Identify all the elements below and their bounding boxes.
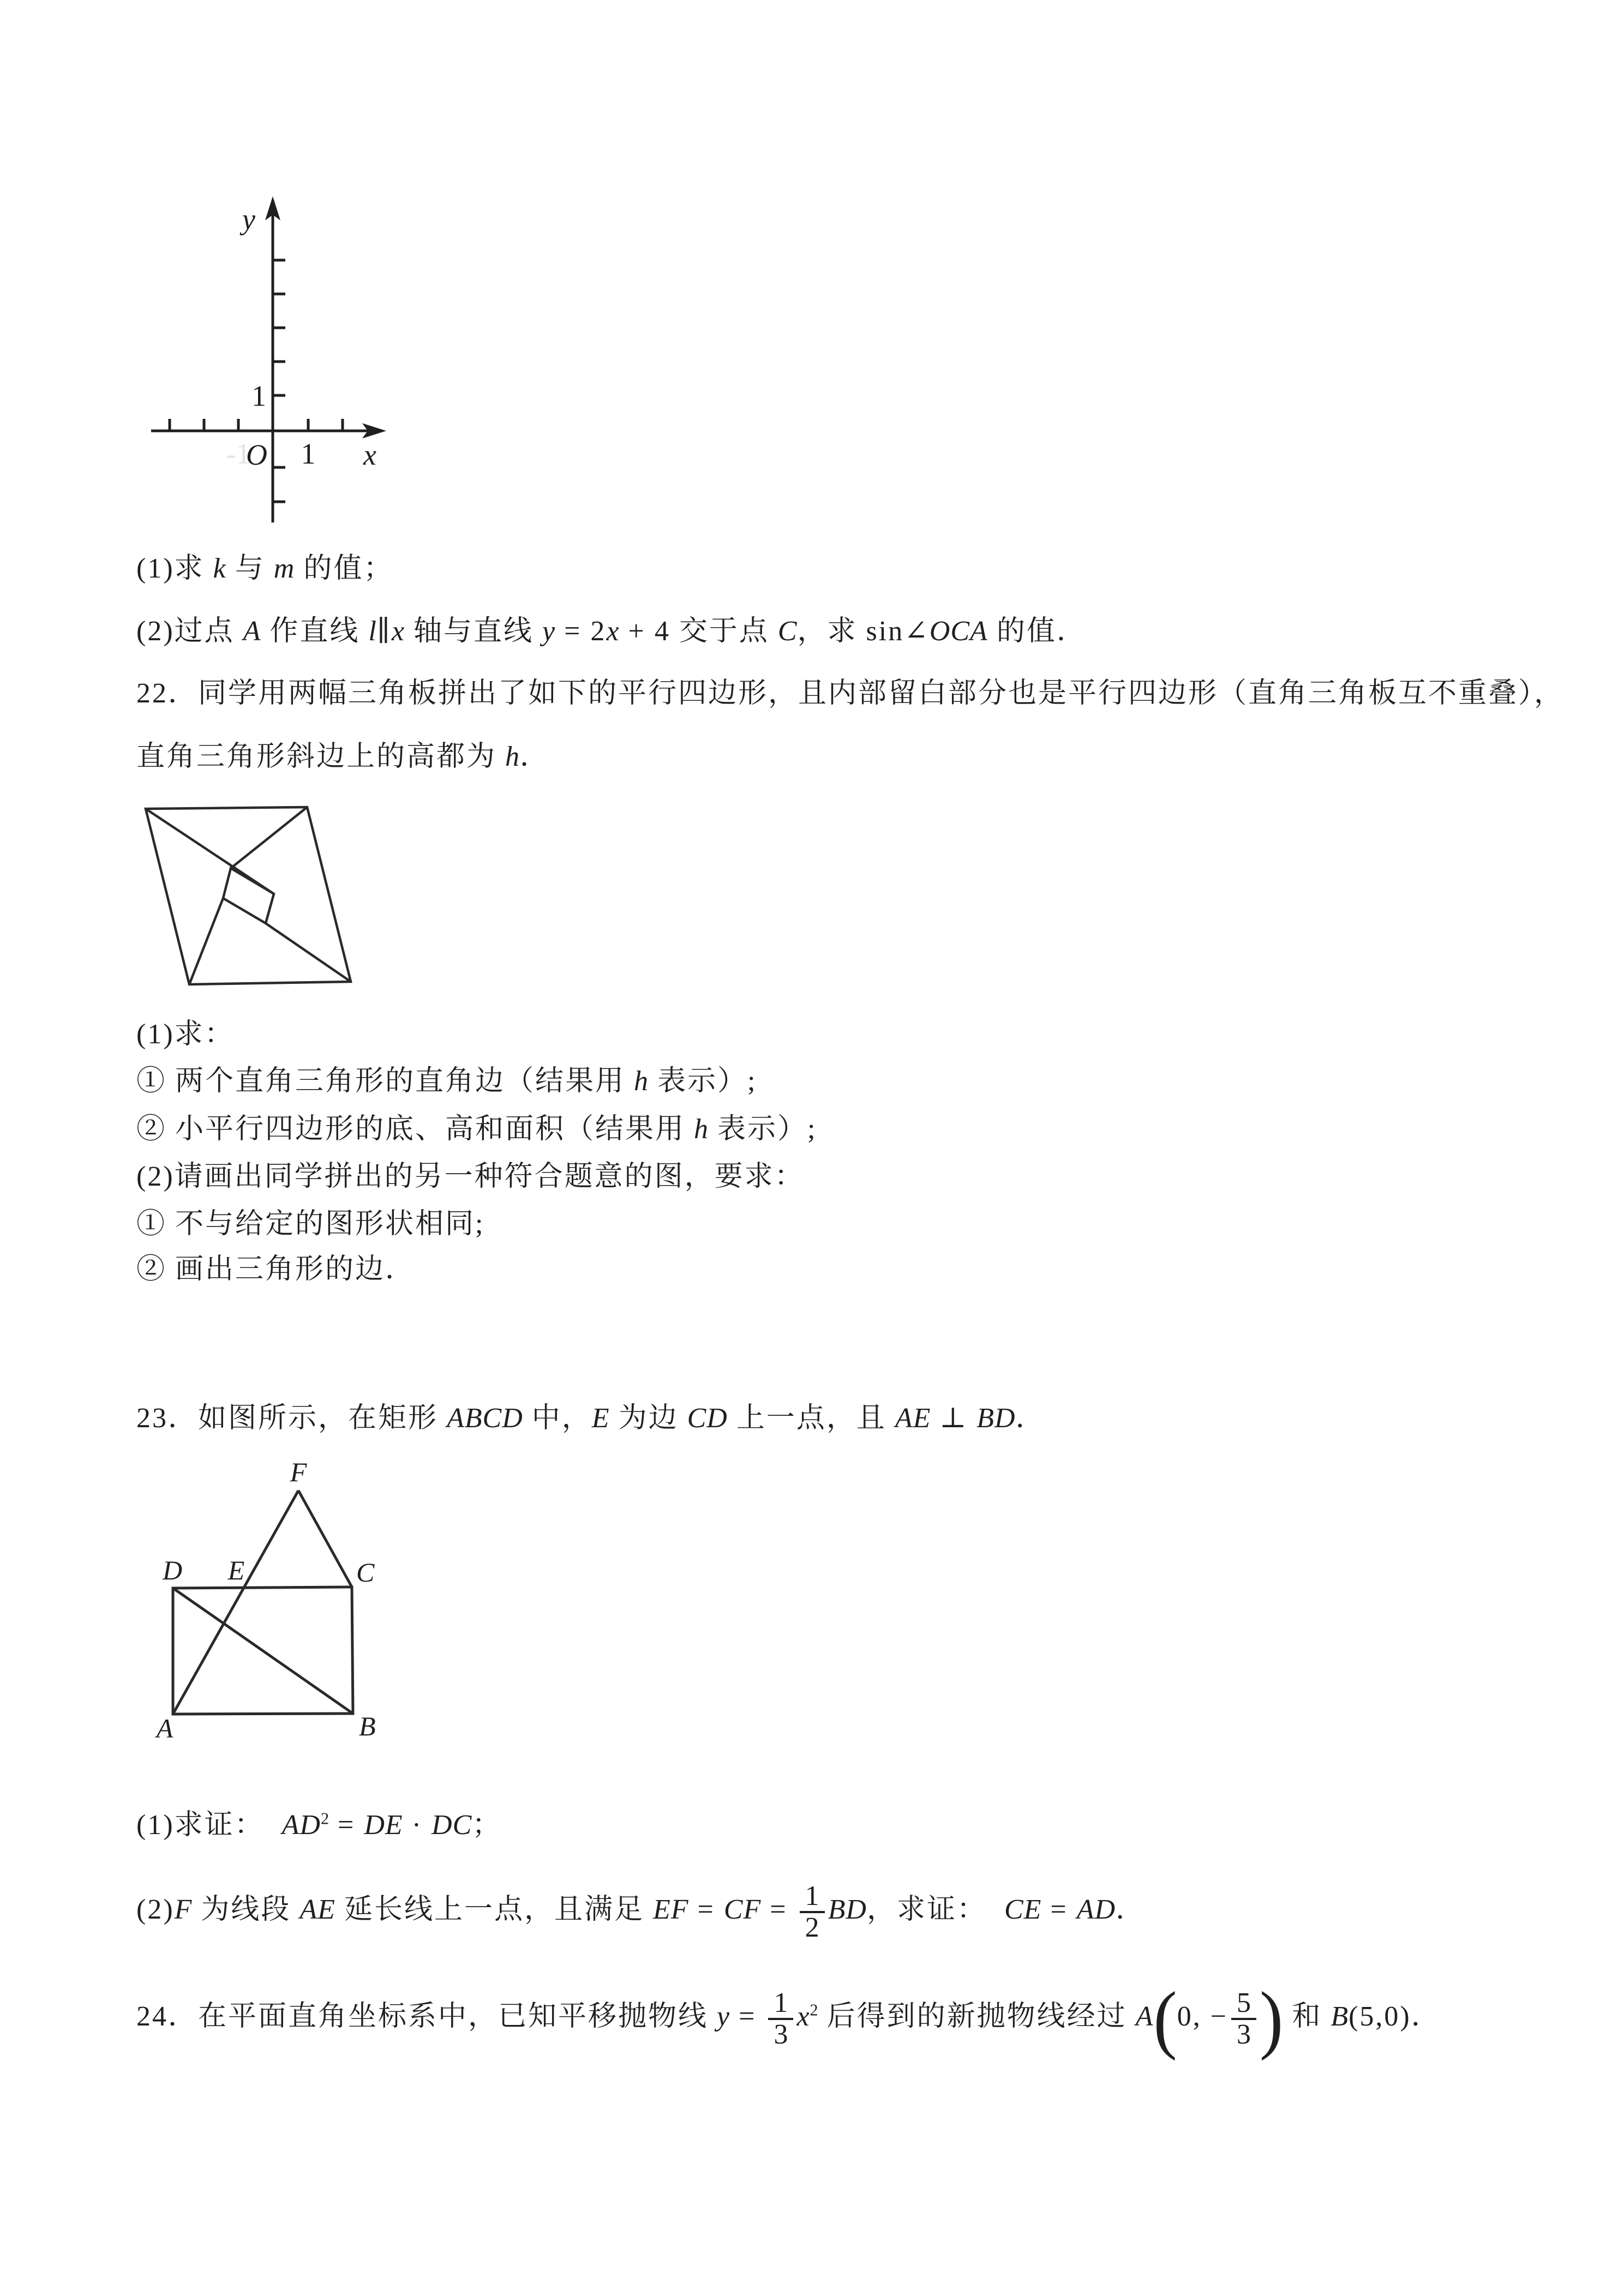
vertex-label-f: F	[290, 1462, 307, 1487]
fraction: $\frac{1}{3}$	[768, 1988, 793, 2049]
q23-part1-text: (1)求证： $AD^2$ = DE · DC；	[136, 1809, 502, 1841]
vertex-label-e: E	[227, 1555, 245, 1585]
vertex-label-a: A	[156, 1713, 173, 1740]
x-axis-tick-label-1: 1	[301, 437, 316, 470]
q22-part1-text: (1)求：	[136, 1019, 235, 1050]
diagonal-d-b	[173, 1588, 353, 1714]
x-axis-tick-label-neg1: -1	[226, 437, 251, 470]
q23-rectangle-figure	[153, 1462, 387, 1740]
q23-part2-text: (2)F 为线段 AE 延长线上一点，且满足 EF = CF = $\frac{1}{2}$ BD，求证： CE = AD．	[136, 1880, 1146, 1944]
y-axis-tick-label-1: 1	[251, 380, 266, 412]
q22-req1-text: ① 不与给定的图形状相同;	[136, 1209, 485, 1240]
q22-item2-text: ② 小平行四边形的底、高和面积（结果用 h 表示）;	[136, 1114, 817, 1145]
x-axis-label: x	[363, 438, 376, 471]
line-f-c	[298, 1490, 352, 1587]
q23-intro-text: 23．如图所示，在矩形 ABCD 中，E 为边 CD 上一点，且 AE ⊥ BD．	[136, 1403, 1046, 1434]
q22-item1-text: ① 两个直角三角形的直角边（结果用 h 表示）;	[136, 1066, 757, 1097]
outer-parallelogram	[146, 807, 351, 984]
q22-req2-text: ② 画出三角形的边．	[136, 1254, 416, 1285]
y-axis-label: y	[242, 203, 255, 236]
q21-part1-text: (1)求 k 与 m 的值；	[136, 553, 394, 584]
fraction: $\frac{1}{2}$	[800, 1882, 825, 1943]
vertex-label-d: D	[162, 1555, 183, 1585]
q21-coordinate-axes-figure	[147, 196, 393, 529]
q22-intro-line2: 直角三角形斜边上的高都为 h．	[136, 741, 550, 772]
fraction: $\frac{5}{3}$	[1231, 1988, 1256, 2049]
vertex-label-b: B	[359, 1711, 376, 1740]
q21-part2-text: (2)过点 A 作直线 l∥x 轴与直线 y = 2x + 4 交于点 C，求 sin∠OCA 的值．	[136, 616, 1087, 647]
vertex-label-c: C	[356, 1557, 375, 1588]
q22-intro-line1: 22．同学用两幅三角板拼出了如下的平行四边形，且内部留白部分也是平行四边形（直角三角板互不重叠），	[136, 678, 1565, 709]
q24-intro-text: 24．在平面直角坐标系中，已知平移抛物线 y = $\frac{1}{3}$ $x^2$ 后得到的新抛物线经过 A(0, − $\frac{5}{3}$ ) 和 B(5,0)．	[136, 1976, 1441, 2061]
q22-part2-text: (2)请画出同学拼出的另一种符合题意的图，要求：	[136, 1161, 805, 1192]
origin-label: O	[246, 438, 267, 471]
q22-parallelogram-figure	[136, 791, 371, 998]
